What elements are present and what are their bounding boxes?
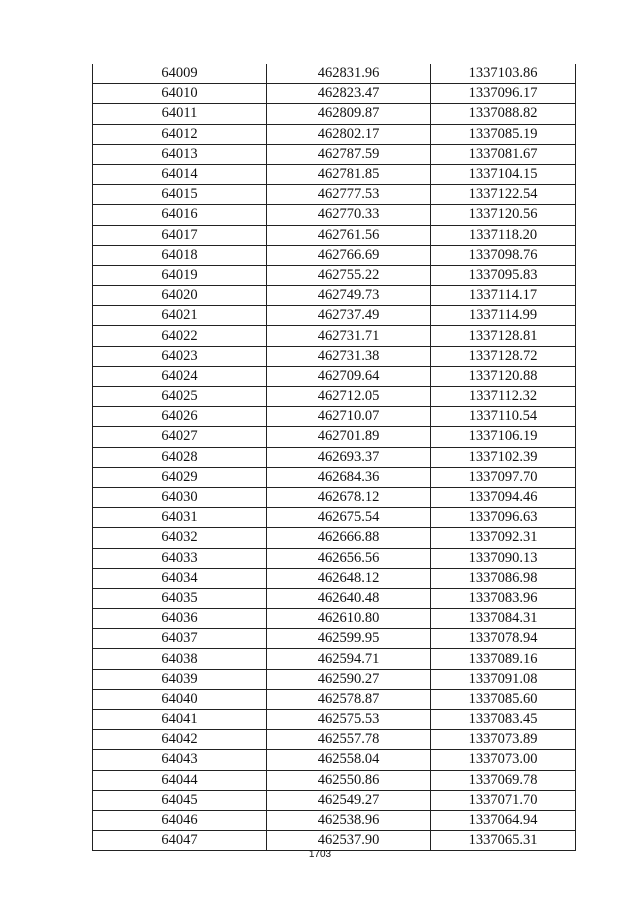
x-coordinate-cell: 462749.73 (267, 286, 431, 306)
x-coordinate-cell: 462693.37 (267, 447, 431, 467)
point-id-cell: 64040 (93, 689, 267, 709)
table-row (93, 346, 576, 366)
table-row (93, 225, 576, 245)
y-coordinate-cell: 1337128.72 (431, 346, 576, 366)
point-id-cell: 64034 (93, 568, 267, 588)
table-row (93, 669, 576, 689)
x-coordinate-cell: 462684.36 (267, 467, 431, 487)
point-id-cell: 64044 (93, 770, 267, 790)
table-row (93, 124, 576, 144)
table-row (93, 467, 576, 487)
table-row (93, 710, 576, 730)
y-coordinate-cell: 1337120.88 (431, 366, 576, 386)
page-number: 1703 (308, 849, 332, 860)
table-row (93, 568, 576, 588)
x-coordinate-cell: 462709.64 (267, 366, 431, 386)
x-coordinate-cell: 462761.56 (267, 225, 431, 245)
point-id-cell: 64018 (93, 245, 267, 265)
point-id-cell: 64012 (93, 124, 267, 144)
x-coordinate-cell: 462823.47 (267, 84, 431, 104)
y-coordinate-cell: 1337086.98 (431, 568, 576, 588)
y-coordinate-cell: 1337102.39 (431, 447, 576, 467)
point-id-cell: 64033 (93, 548, 267, 568)
point-id-cell: 64015 (93, 185, 267, 205)
point-id-cell: 64011 (93, 104, 267, 124)
y-coordinate-cell: 1337096.63 (431, 508, 576, 528)
point-id-cell: 64032 (93, 528, 267, 548)
point-id-cell: 64013 (93, 144, 267, 164)
y-coordinate-cell: 1337118.20 (431, 225, 576, 245)
y-coordinate-cell: 1337073.89 (431, 730, 576, 750)
table-row (93, 609, 576, 629)
y-coordinate-cell: 1337103.86 (431, 64, 576, 84)
y-coordinate-cell: 1337114.17 (431, 286, 576, 306)
y-coordinate-cell: 1337106.19 (431, 427, 576, 447)
y-coordinate-cell: 1337092.31 (431, 528, 576, 548)
point-id-cell: 64020 (93, 286, 267, 306)
table-row (93, 730, 576, 750)
y-coordinate-cell: 1337112.32 (431, 387, 576, 407)
table-row (93, 790, 576, 810)
point-id-cell: 64021 (93, 306, 267, 326)
coordinates-table-body (93, 64, 576, 851)
x-coordinate-cell: 462599.95 (267, 629, 431, 649)
point-id-cell: 64016 (93, 205, 267, 225)
x-coordinate-cell: 462701.89 (267, 427, 431, 447)
x-coordinate-cell: 462731.38 (267, 346, 431, 366)
table-row (93, 84, 576, 104)
table-row (93, 306, 576, 326)
table-row (93, 326, 576, 346)
y-coordinate-cell: 1337071.70 (431, 790, 576, 810)
x-coordinate-cell: 462538.96 (267, 810, 431, 830)
table-row (93, 629, 576, 649)
table-row (93, 286, 576, 306)
y-coordinate-cell: 1337122.54 (431, 185, 576, 205)
table-row (93, 265, 576, 285)
table-row (93, 366, 576, 386)
point-id-cell: 64037 (93, 629, 267, 649)
table-row (93, 164, 576, 184)
point-id-cell: 64029 (93, 467, 267, 487)
table-row (93, 689, 576, 709)
x-coordinate-cell: 462802.17 (267, 124, 431, 144)
table-row (93, 447, 576, 467)
point-id-cell: 64031 (93, 508, 267, 528)
x-coordinate-cell: 462678.12 (267, 487, 431, 507)
x-coordinate-cell: 462590.27 (267, 669, 431, 689)
point-id-cell: 64047 (93, 831, 267, 851)
y-coordinate-cell: 1337098.76 (431, 245, 576, 265)
x-coordinate-cell: 462712.05 (267, 387, 431, 407)
table-row (93, 770, 576, 790)
table-row (93, 508, 576, 528)
x-coordinate-cell: 462831.96 (267, 64, 431, 84)
table-row (93, 528, 576, 548)
y-coordinate-cell: 1337073.00 (431, 750, 576, 770)
point-id-cell: 64046 (93, 810, 267, 830)
y-coordinate-cell: 1337097.70 (431, 467, 576, 487)
x-coordinate-cell: 462648.12 (267, 568, 431, 588)
x-coordinate-cell: 462731.71 (267, 326, 431, 346)
y-coordinate-cell: 1337083.45 (431, 710, 576, 730)
point-id-cell: 64025 (93, 387, 267, 407)
coordinates-table (92, 64, 576, 851)
point-id-cell: 64019 (93, 265, 267, 285)
point-id-cell: 64014 (93, 164, 267, 184)
y-coordinate-cell: 1337104.15 (431, 164, 576, 184)
table-row (93, 831, 576, 851)
point-id-cell: 64030 (93, 487, 267, 507)
y-coordinate-cell: 1337085.60 (431, 689, 576, 709)
x-coordinate-cell: 462787.59 (267, 144, 431, 164)
y-coordinate-cell: 1337095.83 (431, 265, 576, 285)
y-coordinate-cell: 1337090.13 (431, 548, 576, 568)
x-coordinate-cell: 462666.88 (267, 528, 431, 548)
table-row (93, 205, 576, 225)
point-id-cell: 64028 (93, 447, 267, 467)
x-coordinate-cell: 462557.78 (267, 730, 431, 750)
x-coordinate-cell: 462594.71 (267, 649, 431, 669)
x-coordinate-cell: 462766.69 (267, 245, 431, 265)
x-coordinate-cell: 462550.86 (267, 770, 431, 790)
y-coordinate-cell: 1337114.99 (431, 306, 576, 326)
table-row (93, 407, 576, 427)
point-id-cell: 64041 (93, 710, 267, 730)
point-id-cell: 64035 (93, 588, 267, 608)
table-row (93, 548, 576, 568)
y-coordinate-cell: 1337069.78 (431, 770, 576, 790)
y-coordinate-cell: 1337096.17 (431, 84, 576, 104)
y-coordinate-cell: 1337065.31 (431, 831, 576, 851)
y-coordinate-cell: 1337094.46 (431, 487, 576, 507)
point-id-cell: 64042 (93, 730, 267, 750)
table-row (93, 185, 576, 205)
x-coordinate-cell: 462610.80 (267, 609, 431, 629)
y-coordinate-cell: 1337091.08 (431, 669, 576, 689)
x-coordinate-cell: 462575.53 (267, 710, 431, 730)
y-coordinate-cell: 1337088.82 (431, 104, 576, 124)
table-row (93, 144, 576, 164)
point-id-cell: 64009 (93, 64, 267, 84)
y-coordinate-cell: 1337084.31 (431, 609, 576, 629)
point-id-cell: 64024 (93, 366, 267, 386)
x-coordinate-cell: 462675.54 (267, 508, 431, 528)
x-coordinate-cell: 462770.33 (267, 205, 431, 225)
table-row (93, 427, 576, 447)
table-row (93, 750, 576, 770)
table-row (93, 588, 576, 608)
point-id-cell: 64017 (93, 225, 267, 245)
y-coordinate-cell: 1337085.19 (431, 124, 576, 144)
table-row (93, 649, 576, 669)
x-coordinate-cell: 462537.90 (267, 831, 431, 851)
point-id-cell: 64022 (93, 326, 267, 346)
y-coordinate-cell: 1337083.96 (431, 588, 576, 608)
table-row (93, 487, 576, 507)
point-id-cell: 64039 (93, 669, 267, 689)
x-coordinate-cell: 462737.49 (267, 306, 431, 326)
x-coordinate-cell: 462755.22 (267, 265, 431, 285)
point-id-cell: 64036 (93, 609, 267, 629)
x-coordinate-cell: 462558.04 (267, 750, 431, 770)
x-coordinate-cell: 462710.07 (267, 407, 431, 427)
coordinates-table-container (92, 64, 574, 851)
y-coordinate-cell: 1337110.54 (431, 407, 576, 427)
point-id-cell: 64026 (93, 407, 267, 427)
x-coordinate-cell: 462549.27 (267, 790, 431, 810)
table-row (93, 245, 576, 265)
table-row (93, 810, 576, 830)
x-coordinate-cell: 462640.48 (267, 588, 431, 608)
y-coordinate-cell: 1337128.81 (431, 326, 576, 346)
x-coordinate-cell: 462578.87 (267, 689, 431, 709)
x-coordinate-cell: 462809.87 (267, 104, 431, 124)
y-coordinate-cell: 1337120.56 (431, 205, 576, 225)
point-id-cell: 64027 (93, 427, 267, 447)
y-coordinate-cell: 1337089.16 (431, 649, 576, 669)
point-id-cell: 64043 (93, 750, 267, 770)
table-row (93, 387, 576, 407)
y-coordinate-cell: 1337081.67 (431, 144, 576, 164)
y-coordinate-cell: 1337078.94 (431, 629, 576, 649)
x-coordinate-cell: 462656.56 (267, 548, 431, 568)
point-id-cell: 64045 (93, 790, 267, 810)
table-row (93, 64, 576, 84)
point-id-cell: 64010 (93, 84, 267, 104)
point-id-cell: 64023 (93, 346, 267, 366)
y-coordinate-cell: 1337064.94 (431, 810, 576, 830)
table-row (93, 104, 576, 124)
x-coordinate-cell: 462777.53 (267, 185, 431, 205)
point-id-cell: 64038 (93, 649, 267, 669)
x-coordinate-cell: 462781.85 (267, 164, 431, 184)
